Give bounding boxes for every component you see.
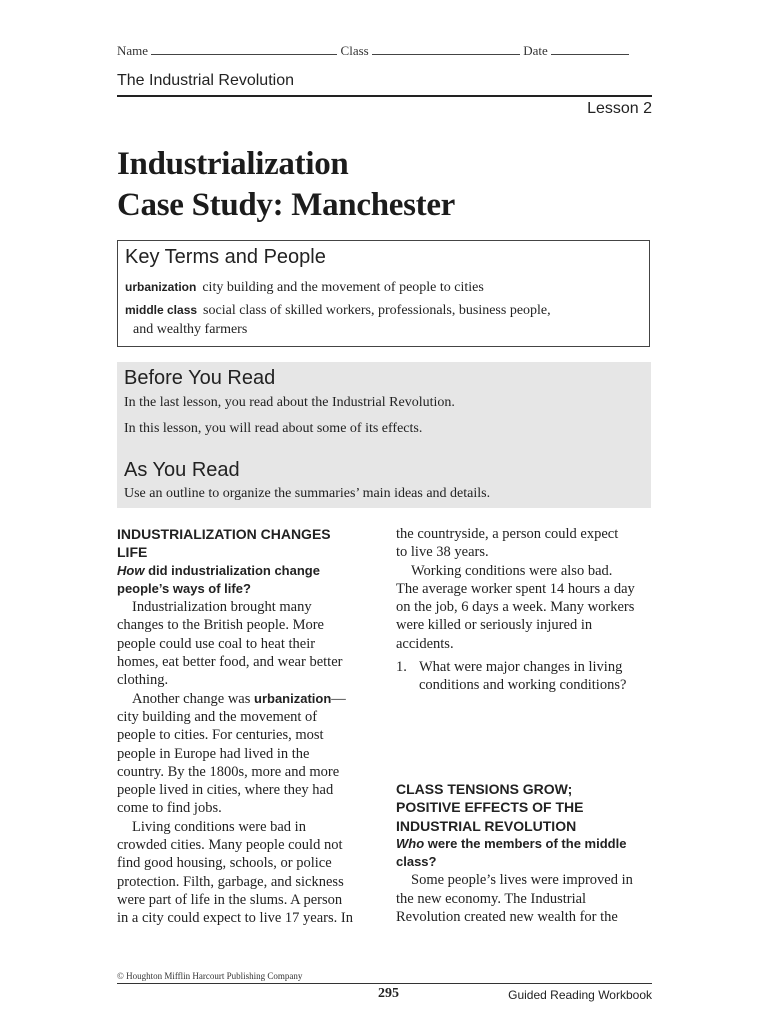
text-line: changes to the British people. More xyxy=(117,617,324,634)
copyright-notice: © Houghton Mifflin Harcourt Publishing Company xyxy=(117,971,303,981)
text-line: were killed or seriously injured in xyxy=(396,617,593,634)
key-terms-heading: Key Terms and People xyxy=(125,246,326,268)
key-term-middle-class xyxy=(125,301,551,320)
page-number: 295 xyxy=(378,986,399,1001)
text-line: Working conditions were also bad. xyxy=(411,562,613,579)
lesson-label: Lesson 2 xyxy=(587,100,652,117)
key-terms-box xyxy=(117,240,650,347)
class-blank[interactable] xyxy=(372,43,520,55)
guiding-question: Who were the members of the middle xyxy=(396,835,627,851)
text-line: people in Europe had lived in the xyxy=(117,745,310,762)
title-line-2: Case Study: Manchester xyxy=(117,187,456,223)
review-question-1 xyxy=(396,658,658,695)
term-label: middle class xyxy=(125,303,198,317)
text-line: country. By the 1800s, more and more xyxy=(117,763,340,780)
text-line: Living conditions were bad in xyxy=(132,818,306,835)
right-column xyxy=(396,525,658,695)
text-line: city building and the movement of xyxy=(117,708,318,725)
question-text: What were major changes in living xyxy=(419,659,623,676)
text-line: find good housing, schools, or police xyxy=(117,855,332,872)
question-emphasis: Who xyxy=(396,835,425,851)
before-you-read-line-1: In the last lesson, you read about the Industrial Revolution. xyxy=(124,395,455,410)
right-column-section-2 xyxy=(396,780,658,926)
class-label: Class xyxy=(340,43,369,58)
section-heading-line: POSITIVE EFFECTS OF THE xyxy=(396,799,584,816)
term-definition-continued: and wealthy farmers xyxy=(133,322,248,337)
text-line: on the job, 6 days a week. Many workers xyxy=(396,599,635,616)
key-term-inline: urbanization xyxy=(254,690,332,706)
footer-rule xyxy=(117,983,652,984)
workbook-label: Guided Reading Workbook xyxy=(508,988,652,1002)
section-heading-line: INDUSTRIAL REVOLUTION xyxy=(396,817,577,834)
name-label: Name xyxy=(117,43,149,58)
date-label: Date xyxy=(523,43,548,58)
as-you-read-heading: As You Read xyxy=(124,459,240,481)
before-you-read-heading: Before You Read xyxy=(124,367,276,389)
name-blank[interactable] xyxy=(151,43,337,55)
guiding-question-cont: class? xyxy=(396,854,437,870)
text-line: to live 38 years. xyxy=(396,544,489,561)
term-definition: social class of skilled workers, professionals, business people, xyxy=(203,303,551,318)
guiding-question-cont: people’s ways of life? xyxy=(117,580,251,596)
name-class-date-line xyxy=(117,43,629,59)
reading-guide-box xyxy=(117,362,651,508)
term-definition: city building and the movement of people to cities xyxy=(202,280,484,295)
unit-title: The Industrial Revolution xyxy=(117,72,294,89)
text-line: in a city could expect to live 17 years. In xyxy=(117,910,353,927)
guiding-question: How did industrialization change xyxy=(117,562,320,578)
term-label: urbanization xyxy=(125,280,197,294)
text-line: people could use coal to heat their xyxy=(117,635,316,652)
section-heading-line: LIFE xyxy=(117,544,148,561)
key-term-urbanization xyxy=(125,278,484,297)
header-rule xyxy=(117,95,652,97)
text-line: Revolution created new wealth for the xyxy=(396,909,618,926)
section-heading-line: CLASS TENSIONS GROW; xyxy=(396,781,573,797)
text-line: Industrialization brought many xyxy=(132,599,312,616)
before-you-read-line-2: In this lesson, you will read about some of its effects. xyxy=(124,421,423,436)
left-column xyxy=(117,525,377,928)
text-line: Another change was urbanization— xyxy=(132,690,346,707)
text-line: homes, eat better food, and wear better xyxy=(117,654,343,671)
question-text: conditions and working conditions? xyxy=(419,677,627,694)
text-line: people to cities. For centuries, most xyxy=(117,727,324,744)
question-emphasis: How xyxy=(117,562,145,578)
section-heading-line: INDUSTRIALIZATION CHANGES xyxy=(117,526,331,542)
title-line-1: Industrialization xyxy=(117,146,349,182)
as-you-read-line-1: Use an outline to organize the summaries’ main ideas and details. xyxy=(124,486,491,501)
text-line: crowded cities. Many people could not xyxy=(117,837,343,854)
text-line: were part of life in the slums. A person xyxy=(117,891,343,908)
text-line: come to find jobs. xyxy=(117,800,222,817)
date-blank[interactable] xyxy=(551,43,629,55)
question-number: 1. xyxy=(396,659,407,676)
text-line: The average worker spent 14 hours a day xyxy=(396,580,635,597)
text-line: accidents. xyxy=(396,635,454,652)
page-title xyxy=(117,144,455,226)
text-line: the new economy. The Industrial xyxy=(396,890,587,907)
text-line: protection. Filth, garbage, and sickness xyxy=(117,873,344,890)
text-line: Some people’s lives were improved in xyxy=(411,872,633,889)
text-line: people lived in cities, where they had xyxy=(117,782,334,799)
text-line: clothing. xyxy=(117,672,169,689)
text-line: the countryside, a person could expect xyxy=(396,526,619,542)
